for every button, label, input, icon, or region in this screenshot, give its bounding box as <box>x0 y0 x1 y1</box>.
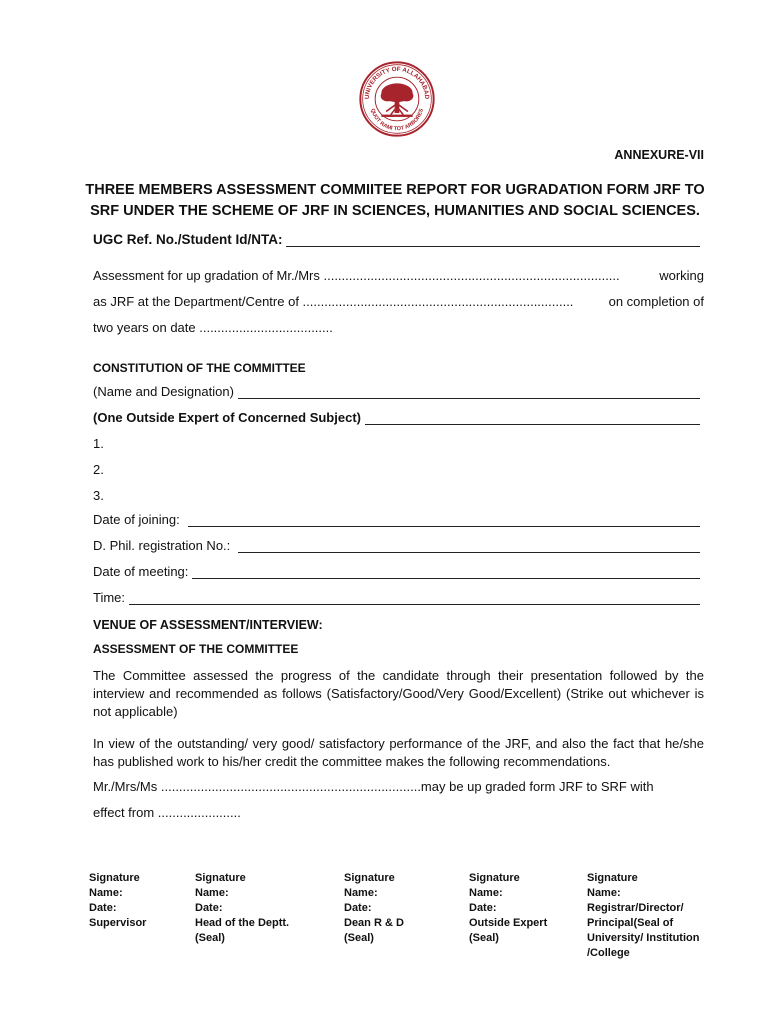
annexure-label: ANNEXURE-VII <box>614 148 704 162</box>
outside-expert-label: (One Outside Expert of Concerned Subject) <box>93 410 361 425</box>
upgrade-line <box>93 779 704 794</box>
member-1: 1. <box>93 436 104 451</box>
sig-role: Outside Expert <box>469 917 548 929</box>
name-designation-label: (Name and Designation) <box>93 384 234 399</box>
ugc-ref-label: UGC Ref. No./Student Id/NTA: <box>93 232 283 247</box>
assessment-line-2-right: on completion of <box>608 294 704 309</box>
sig-date: Date: <box>195 902 223 914</box>
dphil-reg-field[interactable] <box>238 540 700 553</box>
assessment-line-3-text: two years on date ..................................... <box>93 320 333 335</box>
date-of-joining-field[interactable] <box>188 514 700 527</box>
venue-heading: VENUE OF ASSESSMENT/INTERVIEW: <box>93 618 323 632</box>
date-of-joining-row <box>93 512 700 527</box>
time-label: Time: <box>93 590 126 605</box>
member-3: 3. <box>93 488 104 503</box>
sig-line: Signature <box>344 872 395 884</box>
date-of-meeting-row <box>93 564 700 579</box>
outside-expert-row <box>93 410 700 425</box>
member-2: 2. <box>93 462 104 477</box>
name-designation-field[interactable] <box>238 386 700 399</box>
form-title <box>80 180 710 222</box>
dphil-reg-row <box>93 538 700 553</box>
ugc-ref-field[interactable] <box>286 234 700 247</box>
svg-text:UNIVERSITY OF ALLAHABAD: UNIVERSITY OF ALLAHABAD <box>363 65 431 100</box>
date-of-meeting-field[interactable] <box>192 566 700 579</box>
sig-name: Name: <box>344 887 378 899</box>
sig-role: /College <box>587 947 630 959</box>
time-row <box>93 590 700 605</box>
name-designation-row <box>93 384 700 399</box>
sig-seal: (Seal) <box>469 932 499 944</box>
assessment-paragraph: The Committee assessed the progress of the candidate through their presentation followed by the interview and recommended as follows (Satisfactory/Good/Very Good/Excellent) (Strike out whichever is not applicable) <box>93 668 704 719</box>
sig-line: Signature <box>195 872 246 884</box>
sig-seal: (Seal) <box>195 932 225 944</box>
effect-from-line <box>93 805 704 820</box>
assessment-line-2 <box>93 294 704 309</box>
sig-name: Name: <box>587 887 621 899</box>
sig-role: Head of the Deptt. <box>195 917 290 929</box>
ugc-ref-row <box>93 232 700 247</box>
sig-date: Date: <box>89 902 117 914</box>
sig-name: Name: <box>89 887 123 899</box>
effect-from-text: effect from ....................... <box>93 805 241 820</box>
date-of-meeting-label: Date of meeting: <box>93 564 189 579</box>
signature-block-outside-expert <box>469 871 547 946</box>
sig-line: Signature <box>587 872 638 884</box>
title-line-2: SRF UNDER THE SCHEME OF JRF IN SCIENCES, HUMANITIES AND SOCIAL SCIENCES. <box>90 203 700 219</box>
recommendation-paragraph: In view of the outstanding/ very good/ satisfactory performance of the JRF, and also the fact that he/she has published work to his/her credit the committee makes the following recommendations. <box>93 736 704 769</box>
assessment-line-1-left: Assessment for up gradation of Mr./Mrs .................................................................................. <box>93 268 620 283</box>
sig-date: Date: <box>469 902 497 914</box>
sig-line: Signature <box>89 872 140 884</box>
sig-role: Registrar/Director/ <box>587 902 684 914</box>
outside-expert-field[interactable] <box>365 412 700 425</box>
signature-block-hod <box>195 871 289 946</box>
dphil-reg-label: D. Phil. registration No.: <box>93 538 231 553</box>
svg-text:QUOT RAMI TOT ARBORES: QUOT RAMI TOT ARBORES <box>369 107 425 133</box>
constitution-heading: CONSTITUTION OF THE COMMITTEE <box>93 361 306 375</box>
signature-block-dean <box>344 871 404 946</box>
assessment-line-2-left: as JRF at the Department/Centre of ........................................................................... <box>93 294 574 309</box>
sig-role: Supervisor <box>89 917 147 929</box>
sig-name: Name: <box>469 887 503 899</box>
sig-role: University/ Institution <box>587 932 700 944</box>
signature-block-registrar <box>587 871 699 961</box>
sig-line: Signature <box>469 872 520 884</box>
sig-role: Dean R & D <box>344 917 404 929</box>
title-line-1: THREE MEMBERS ASSESSMENT COMMIITEE REPORT FOR UGRADATION FORM JRF TO <box>85 182 705 198</box>
assessment-heading: ASSESSMENT OF THE COMMITTEE <box>93 642 299 656</box>
assessment-line-1-right: working <box>659 268 704 283</box>
signature-block-supervisor <box>89 871 146 931</box>
time-field[interactable] <box>129 592 700 605</box>
assessment-line-3 <box>93 320 704 335</box>
sig-name: Name: <box>195 887 229 899</box>
date-of-joining-label: Date of joining: <box>93 512 180 527</box>
upgrade-line-text: Mr./Mrs/Ms ........................................................................may be up graded form JRF to SRF with <box>93 779 654 794</box>
sig-seal: (Seal) <box>344 932 374 944</box>
sig-role: Principal(Seal of <box>587 917 674 929</box>
sig-date: Date: <box>344 902 372 914</box>
university-seal-logo <box>358 60 436 138</box>
assessment-line-1 <box>93 268 704 283</box>
